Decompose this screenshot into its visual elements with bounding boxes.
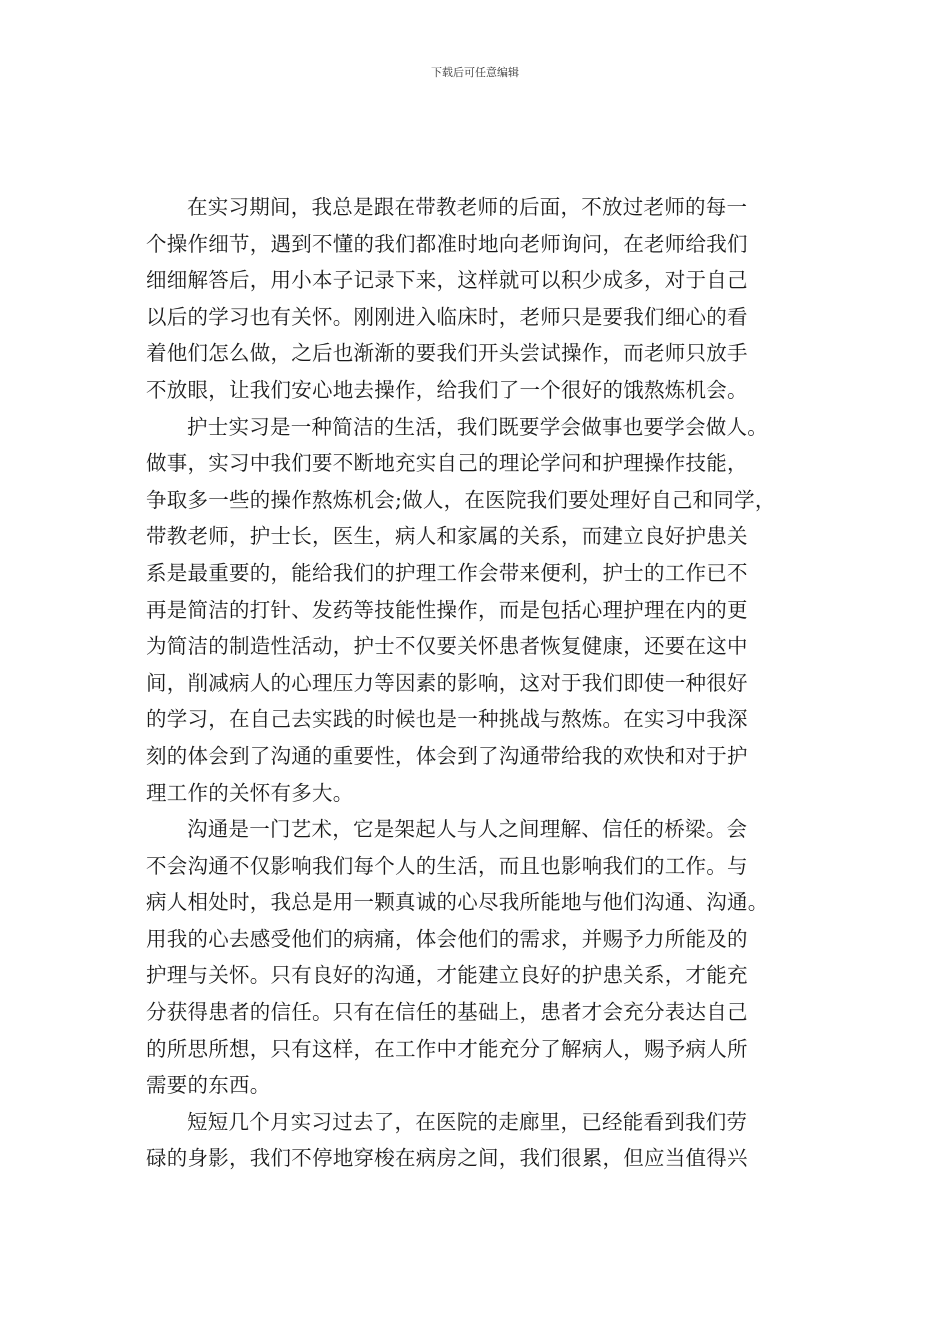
text-line: 间，削减病人的心理压力等因素的影响，这对于我们即使一种很好: [146, 670, 748, 695]
text-line: 刻的体会到了沟通的重要性，体会到了沟通带给我的欢快和对于护: [146, 743, 748, 768]
text-line: 以后的学习也有关怀。刚刚进入临床时，老师只是要我们细心的看: [146, 304, 748, 329]
text-line: 护理与关怀。只有良好的沟通，才能建立良好的护患关系，才能充: [146, 963, 748, 988]
text-line: 的所思所想，只有这样，在工作中才能充分了解病人，赐予病人所: [146, 1036, 748, 1061]
text-line: 再是简洁的打针、发药等技能性操作，而是包括心理护理在内的更: [146, 597, 748, 622]
text-line: 需要的东西。: [146, 1073, 271, 1098]
text-line: 做事，实习中我们要不断地充实自己的理论学问和护理操作技能，: [146, 451, 748, 476]
text-line: 不放眼，让我们安心地去操作，给我们了一个很好的饿熬炼机会。: [146, 377, 748, 402]
text-line: 个操作细节，遇到不懂的我们都准时地向老师询问，在老师给我们: [146, 231, 748, 256]
paragraph-first-line: 护士实习是一种简洁的生活，我们既要学会做事也要学会做人。: [187, 414, 768, 439]
paragraph-first-line: 在实习期间，我总是跟在带教老师的后面，不放过老师的每一: [187, 195, 748, 219]
text-line: 争取多一些的操作熬炼机会;做人，在医院我们要处理好自己和同学，: [146, 487, 776, 512]
text-line: 理工作的关怀有多大。: [146, 780, 354, 805]
text-line: 用我的心去感受他们的病痛，体会他们的需求，并赐予力所能及的: [146, 926, 748, 951]
text-line: 分获得患者的信任。只有在信任的基础上，患者才会充分表达自己: [146, 1000, 748, 1025]
text-line: 不会沟通不仅影响我们每个人的生活，而且也影响我们的工作。与: [146, 853, 748, 878]
text-line: 带教老师，护士长，医生，病人和家属的关系，而建立良好护患关: [146, 524, 748, 549]
paragraph-first-line: 沟通是一门艺术，它是架起人与人之间理解、信任的桥梁。会: [187, 817, 748, 842]
text-line: 病人相处时，我总是用一颗真诚的心尽我所能地与他们沟通、沟通。: [146, 890, 769, 915]
text-line: 着他们怎么做，之后也渐渐的要我们开头尝试操作，而老师只放手: [146, 341, 748, 366]
document-body: [146, 189, 806, 1177]
text-line: 细细解答后，用小本子记录下来，这样就可以积少成多，对于自己: [146, 268, 748, 293]
text-line: 为简洁的制造性活动，护士不仅要关怀患者恢复健康，还要在这中: [146, 634, 748, 659]
paragraph-first-line: 短短几个月实习过去了，在医院的走廊里，已经能看到我们劳: [187, 1109, 748, 1134]
text-line: 碌的身影，我们不停地穿梭在病房之间，我们很累，但应当值得兴: [146, 1146, 748, 1171]
text-line: 系是最重要的，能给我们的护理工作会带来便利，护士的工作已不: [146, 560, 748, 585]
page-header: 下载后可任意编辑: [431, 66, 519, 79]
text-line: 的学习，在自己去实践的时候也是一种挑战与熬炼。在实习中我深: [146, 707, 748, 732]
